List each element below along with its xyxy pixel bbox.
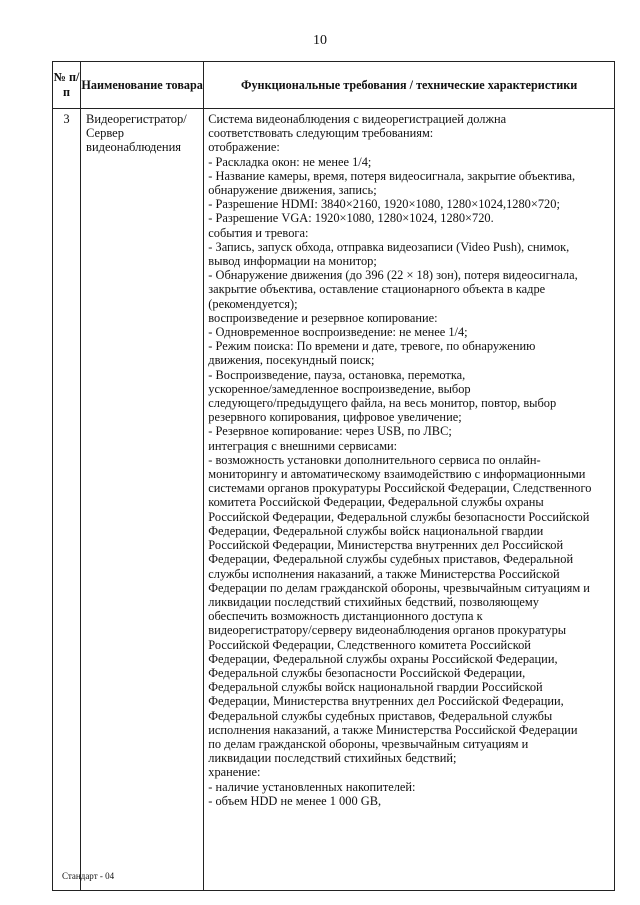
requirement-line: - объем HDD не менее 1 000 GB,: [208, 793, 382, 808]
requirement-line: мониторингу и автоматическому взаимодействию с информационными: [208, 467, 586, 482]
requirement-line: Федерации по делам гражданской обороны, чрезвычайным ситуациям и: [208, 580, 590, 595]
row-number: 3: [53, 109, 81, 891]
requirement-line: - Воспроизведение, пауза, остановка, перемотка,: [208, 367, 466, 382]
requirement-line: - Обнаружение движения (до 396 (22 × 18) зон), потеря видеосигнала,: [208, 268, 578, 283]
page-number: 10: [313, 33, 327, 48]
requirement-line: - возможность установки дополнительного сервиса по онлайн-: [208, 452, 541, 467]
requirement-line: Российской Федерации, Федеральной службы безопасности Российской: [208, 509, 590, 524]
requirement-line: исполнения наказаний, а также Министерства Российской Федерации: [208, 722, 578, 737]
requirement-line: - Одновременное воспроизведение: не менее 1/4;: [208, 325, 468, 340]
header-name: Наименование товара: [81, 62, 204, 109]
requirement-line: Федеральной службы безопасности Российской Федерации,: [208, 665, 526, 680]
requirement-line: - Резервное копирование: через USB, по ЛВС;: [208, 424, 452, 439]
requirement-line: события и тревога:: [208, 225, 309, 240]
header-requirements: Функциональные требования / технические характеристики: [204, 62, 615, 109]
requirement-line: следующего/предыдущего файла, на весь монитор, повтор, выбор: [208, 396, 557, 411]
requirement-line: резервного копирования, цифровое увеличение;: [208, 410, 462, 425]
requirement-line: - Разрешение HDMI: 3840×2160, 1920×1080, 1280×1024,1280×720;: [208, 197, 560, 212]
requirement-line: ускоренное/замедленное воспроизведение, выбор: [208, 381, 471, 396]
requirement-line: по делам гражданской обороны, чрезвычайным ситуациям и: [208, 736, 529, 751]
requirement-line: воспроизведение и резервное копирование:: [208, 310, 438, 325]
footer-label: Стандарт - 04: [62, 871, 115, 881]
requirement-line: - Режим поиска: По времени и дате, тревоге, по обнаружению: [208, 339, 536, 354]
requirement-line: Федерации, Федеральной службы охраны Российской Федерации,: [208, 651, 558, 666]
requirement-line: - Разрешение VGA: 1920×1080, 1280×1024, 1280×720.: [208, 211, 494, 226]
product-name: Видеорегистратор/ Сервер видеонаблюдения: [81, 109, 204, 891]
requirement-line: - Раскладка окон: не менее 1/4;: [208, 154, 372, 169]
requirement-line: комитета Российской Федерации, Федеральной службы охраны: [208, 495, 544, 510]
requirement-line: соответствовать следующим требованиям:: [208, 126, 434, 141]
requirement-line: движения, посекундный поиск;: [208, 353, 375, 368]
requirement-line: службы исполнения наказаний, а также Министерства Российской: [208, 566, 560, 581]
requirement-line: Система видеонаблюдения с видеорегистрацией должна: [208, 112, 507, 126]
requirement-line: Российской Федерации, Следственного комитета Российской: [208, 637, 531, 652]
requirement-line: хранение:: [208, 765, 261, 780]
requirement-line: Российской Федерации, Министерства внутренних дел Российской: [208, 538, 564, 553]
requirement-line: закрытие объектива, оставление стационарного объекта в кадре: [208, 282, 546, 297]
requirements-table: [52, 61, 615, 891]
requirement-line: - Запись, запуск обхода, отправка видеозаписи (Video Push), снимок,: [208, 239, 570, 254]
requirement-line: ликвидации последствий стихийных бедствий, позволяющему: [208, 594, 539, 609]
header-num: № п/п: [53, 62, 81, 109]
requirement-line: видеорегистратору/серверу видеонаблюдения органов прокуратуры: [208, 623, 567, 638]
requirement-line: Федерации, Федеральной службы войск национальной гвардии: [208, 523, 544, 538]
requirement-line: ликвидации последствий стихийных бедствий;: [208, 751, 457, 766]
requirement-line: системами органов прокуратуры Российской Федерации, Следственного: [208, 481, 592, 496]
requirement-line: отображение:: [208, 140, 280, 155]
table-row: [53, 109, 615, 891]
requirement-line: (рекомендуется);: [208, 296, 298, 311]
requirement-line: Федеральной службы судебных приставов, Федеральной службы: [208, 708, 553, 723]
requirement-line: обеспечить возможность дистанционного доступа к: [208, 609, 483, 624]
requirement-line: Федерации, Министерства внутренних дел Российской Федерации,: [208, 694, 564, 709]
requirement-line: - наличие установленных накопителей:: [208, 779, 416, 794]
requirement-line: интеграция с внешними сервисами:: [208, 438, 398, 453]
table-header-row: [53, 62, 615, 109]
requirement-line: обнаружение движения, запись;: [208, 183, 377, 198]
requirement-line: вывод информации на монитор;: [208, 254, 377, 269]
requirement-line: Федерации, Федеральной службы судебных приставов, Федеральной: [208, 552, 574, 567]
requirements-text: [204, 109, 615, 891]
requirement-line: - Название камеры, время, потеря видеосигнала, закрытие объектива,: [208, 168, 576, 183]
requirement-line: Федеральной службы войск национальной гвардии Российской: [208, 680, 543, 695]
